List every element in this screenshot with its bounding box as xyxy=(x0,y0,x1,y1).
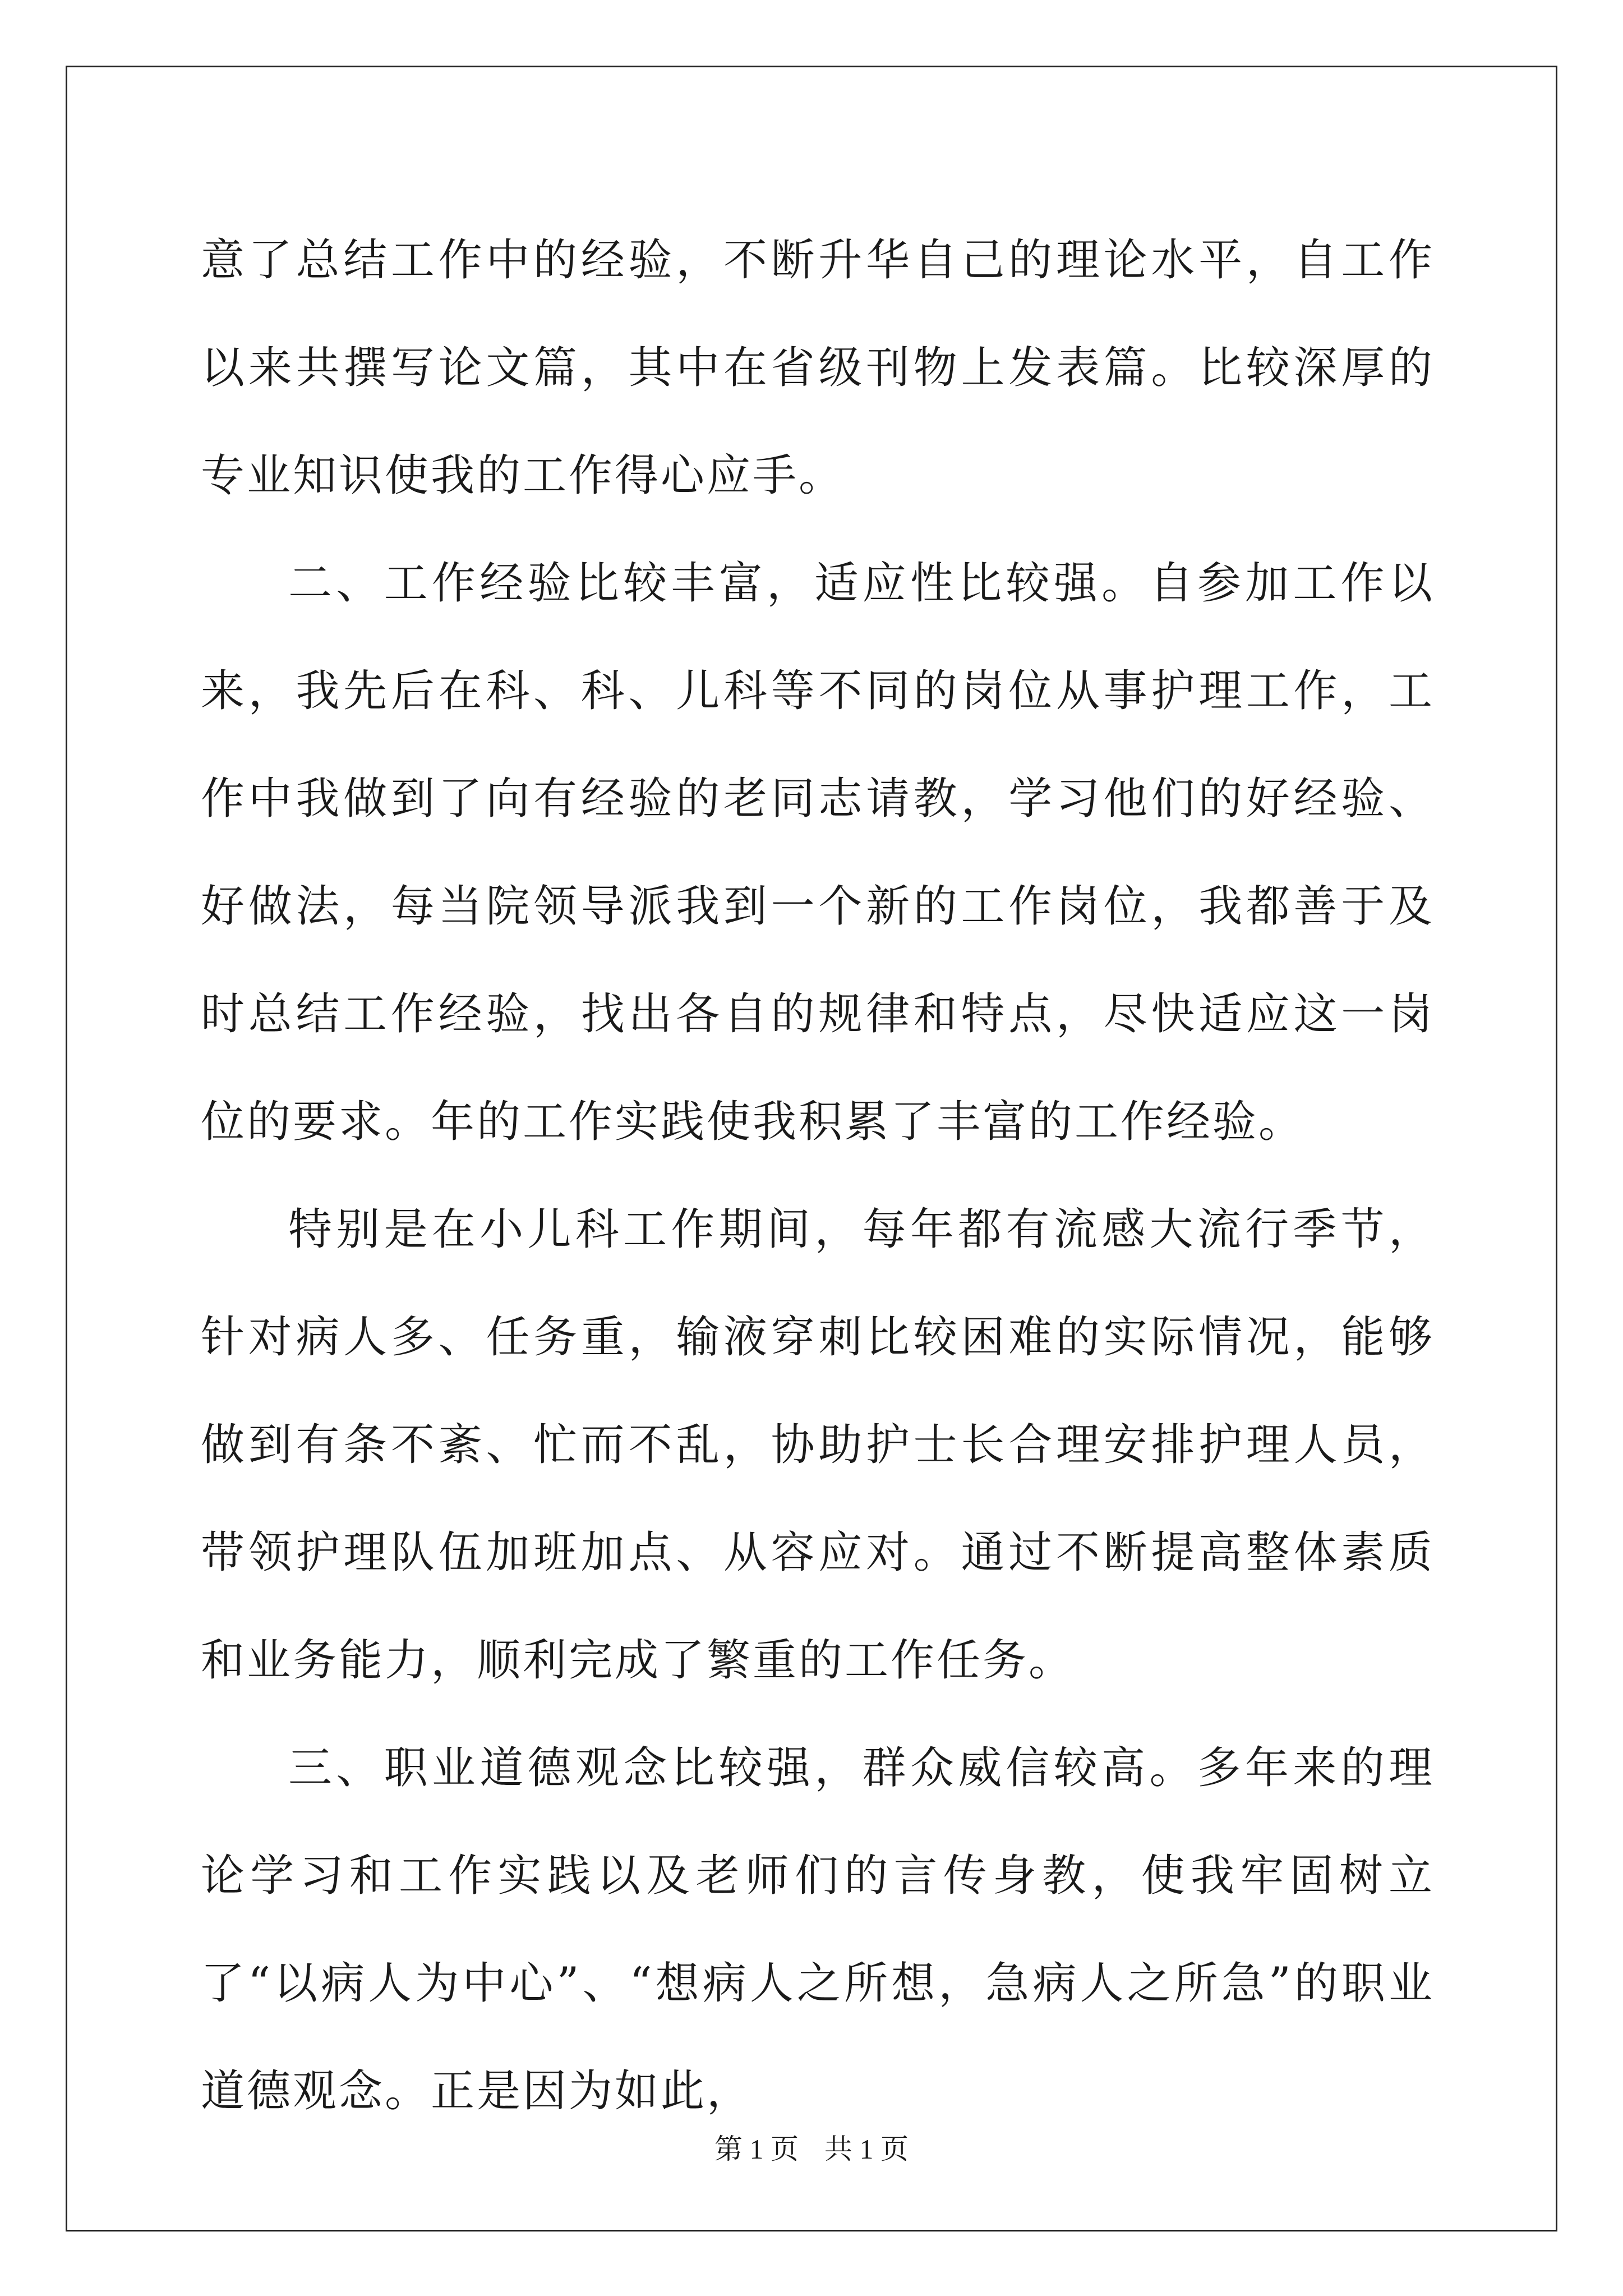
paragraph-2: 二、工作经验比较丰富，适应性比较强。自参加工作以来，我先后在科、科、儿科等不同的岗位从事护理工作，工作中我做到了向有经验的老同志请教，学习他们的好经验、好做法，每当院领导派我到一个新的工作岗位，我都善于及时总结工作经验，找出各自的规律和特点，尽快适应这一岗位的要求。年的工作实践使我积累了丰富的工作经验。 xyxy=(201,558,1435,1147)
paragraph-4: 三、职业道德观念比较强，群众威信较高。多年来的理论学习和工作实践以及老师们的言传身教，使我牢固树立了“以病人为中心”、“想病人之所想，急病人之所急”的职业道德观念。正是因为如此， xyxy=(201,1743,1435,2116)
page-footer xyxy=(0,2127,1623,2167)
paragraph-3: 特别是在小儿科工作期间，每年都有流感大流行季节，针对病人多、任务重，输液穿刺比较困难的实际情况，能够做到有条不紊、忙而不乱，协助护士长合理安排护理人员，带领护理队伍加班加点、从容应对。通过不断提高整体素质和业务能力，顺利完成了繁重的工作任务。 xyxy=(201,1204,1435,1686)
paragraph-1: 意了总结工作中的经验，不断升华自己的理论水平，自工作以来共撰写论文篇，其中在省级刊物上发表篇。比较深厚的专业知识使我的工作得心应手。 xyxy=(201,235,1435,501)
page-number-total: 共 1 页 xyxy=(824,2133,909,2165)
document-body xyxy=(201,206,1435,2145)
page-number-current: 第 1 页 xyxy=(714,2133,799,2165)
